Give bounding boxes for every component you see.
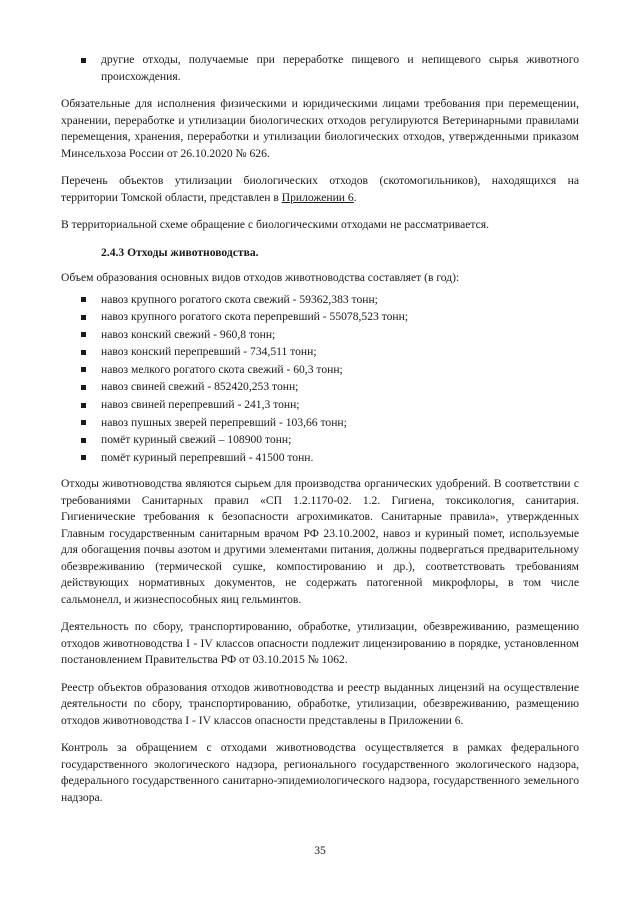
square-bullet-icon bbox=[81, 367, 86, 372]
list-item-text: навоз конский свежий - 960,8 тонн; bbox=[101, 327, 276, 341]
square-bullet-icon bbox=[81, 455, 86, 460]
list-item-text: навоз пушных зверей перепревший - 103,66 тонн; bbox=[101, 415, 347, 429]
list-item-text: навоз крупного рогатого скота свежий - 59362,383 тонн; bbox=[101, 292, 378, 306]
square-bullet-icon bbox=[81, 315, 86, 320]
page-number: 35 bbox=[314, 844, 326, 857]
waste-volume-list bbox=[61, 291, 579, 467]
list-item-text: навоз мелкого рогатого скота свежий - 60,3 тонн; bbox=[101, 362, 343, 376]
list-item-text: помёт куриный перепревший - 41500 тонн. bbox=[101, 450, 314, 464]
list-item-text: навоз крупного рогатого скота перепревший - 55078,523 тонн; bbox=[101, 310, 409, 324]
list-item-text: навоз свиней свежий - 852420,253 тонн; bbox=[101, 380, 299, 394]
paragraph-text: Перечень объектов утилизации биологических отходов (скотомогильников), находящихся на территории Томской области, представлен в bbox=[61, 174, 579, 204]
list-item bbox=[61, 414, 579, 432]
paragraph-licensing: Деятельность по сбору, транспортированию, обработке, утилизации, обезвреживанию, размещению отходов животноводства I - IV классов опасности подлежит лицензированию в порядке, установленном постановлением Правительства РФ от 03.10.2015 № 1062. bbox=[61, 620, 579, 667]
list-item bbox=[61, 361, 579, 379]
paragraph-control: Контроль за обращением с отходами животноводства осуществляется в рамках федерального государственного экологического надзора, регионального государственного экологического надзора, федерального государственного санитарно-эпидемиологического надзора, государственного земельного надзора. bbox=[61, 741, 579, 804]
square-bullet-icon bbox=[81, 297, 86, 302]
list-item bbox=[61, 378, 579, 396]
paragraph-fertilizer-requirements: Отходы животноводства являются сырьем для производства органических удобрений. В соответствии с требованиями Санитарных правил «СП 1.2.1170-02. 1.2. Гигиена, токсикология, санитария. Гигиенические требования к безопасности агрохимикатов. Санитарные правила», утвержденных Главным государственным санитарным врачом РФ 23.10.2002, навоз и куриный помет, используемые для обогащения почвы азотом и другими элементами питания, должны подвергаться предварительному обезвреживанию (термической сушке, компостированию и др.), соответствовать требованиям действующих нормативных документов, не содержать патогенной микрофлоры, в том числе сальмонелл, и жизнеспособных яиц гельминтов. bbox=[61, 477, 579, 606]
paragraph-burial-sites bbox=[61, 173, 579, 206]
square-bullet-icon bbox=[81, 420, 86, 425]
paragraph-registry: Реестр объектов образования отходов животноводства и реестр выданных лицензий на осуществление деятельности по сбору, транспортированию, обработке, утилизации, обезвреживанию, размещению отходов животноводства I - IV классов опасности представлены в Приложении 6. bbox=[61, 680, 579, 727]
list-item-text: навоз свиней перепревший - 241,3 тонн; bbox=[101, 398, 300, 412]
square-bullet-icon bbox=[81, 350, 86, 355]
list-item bbox=[61, 52, 579, 85]
page-body bbox=[61, 52, 579, 817]
square-bullet-icon bbox=[81, 438, 86, 443]
list-item bbox=[61, 431, 579, 449]
list-item bbox=[61, 308, 579, 326]
list-item-text: другие отходы, получаемые при переработке пищевого и непищевого сырья животного происхождения. bbox=[101, 53, 579, 83]
bullet-list-continued bbox=[61, 52, 579, 85]
paragraph-volume-intro: Объем образования основных видов отходов животноводства составляет (в год): bbox=[61, 271, 460, 284]
square-bullet-icon bbox=[81, 385, 86, 390]
list-item bbox=[61, 326, 579, 344]
list-item bbox=[61, 343, 579, 361]
list-item bbox=[61, 291, 579, 309]
list-item bbox=[61, 449, 579, 467]
square-bullet-icon bbox=[81, 332, 86, 337]
paragraph-text-end: . bbox=[353, 190, 357, 204]
list-item-text: навоз конский перепревший - 734,511 тонн; bbox=[101, 345, 317, 359]
list-item bbox=[61, 396, 579, 414]
paragraph-not-considered: В территориальной схеме обращение с биологическими отходами не рассматривается. bbox=[61, 218, 489, 231]
section-heading: 2.4.3 Отходы животноводства. bbox=[101, 245, 259, 259]
list-item-text: помёт куриный свежий – 108900 тонн; bbox=[101, 433, 292, 447]
square-bullet-icon bbox=[81, 58, 86, 63]
paragraph-regulations: Обязательные для исполнения физическими и юридическими лицами требования при перемещении, хранении, переработке и утилизации биологических отходов регулируются Ветеринарными правилами перемещения, хранения, переработки и утилизации биологических отходов, утвержденными приказом Минсельхоза России от 26.10.2020 № 626. bbox=[61, 97, 579, 160]
appendix-link[interactable]: Приложении 6 bbox=[281, 190, 354, 204]
square-bullet-icon bbox=[81, 403, 86, 408]
